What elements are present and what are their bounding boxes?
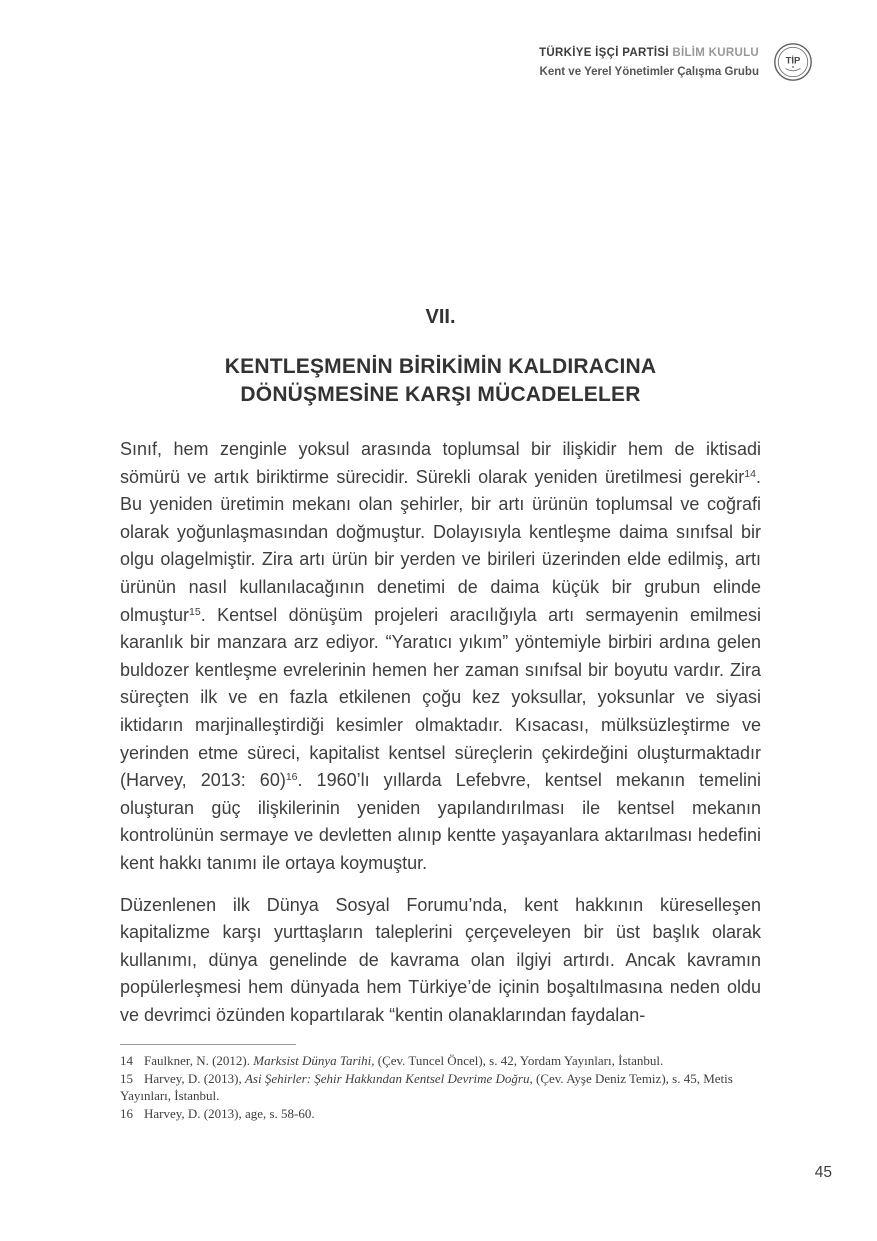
header-text-block — [539, 47, 759, 78]
footnote-divider — [120, 1044, 296, 1045]
body-paragraph-2: Düzenlenen ilk Dünya Sosyal Forumu’nda, kent hakkının küreselleşen kapitalizme karşı yurttaşların taleplerini çerçeveleyen bir üst başlık olarak kullanımı, dünya genelinde de kavrama olan ilgiyi artırdı. Ancak kavramın popülerleşmesi hem dünyada hem Türkiye’de içinin boşaltılmasına neden oldu ve devrimci özünden kopartılarak “kentin olanaklarından faydalan- — [120, 894, 761, 1025]
page-header — [539, 42, 813, 82]
body-paragraph-1: Sınıf, hem zenginle yoksul arasında toplumsal bir ilişkidir hem de iktisadi sömürü ve artık biriktirme sürecidir. Sürekli olarak yeniden üretilmesi gerekir$^{14}$. Bu yeniden üretimin mekanı olan şehirler, bir artı ürünün toplumsal ve coğrafi olarak yoğunlaşmasından doğmuştur. Dolayısıyla kentleşme daima sınıfsal bir olgu olagelmiştir. Zira artı ürün bir yerden ve birileri üzerinden elde edilmiş, artı ürünün nasıl kullanılacağının denetimi de daima küçük bir grubun elinde olmuştur$^{15}$. Kentsel dönüşüm projeleri aracılığıyla artı sermayenin emilmesi karanlık bir manzara arz ediyor. “Yaratıcı yıkım” yöntemiyle birbiri ardına gelen buldozer kentleşme evrelerinin hemen her zaman sınıfsal bir boyutu vardır. Zira süreçten ilk ve en fazla etkilenen çoğu kez yoksullar, yoksunlar ve siyasi iktidarın marjinalleştirdiği kesimler olmaktadır. Kısacası, mülksüzleştirme ve yerinden etme süreci, kapitalist kentsel süreçlerin çekirdeğini oluşturmaktadır (Harvey, 2013: 60)$^{16}$. 1960’lı yıllarda Lefebvre, kentsel mekanın temelini oluşturan güç ilişkilerinin yeniden yapılandırılması ile kentsel mekanın kontrolünün sermaye ve devletten alınıp kentte yaşayanlara aktarılması hedefini kent hakkı tanımı ile ortaya koymuştur. — [120, 439, 761, 873]
footnote-text: Harvey, D. (2013), age, s. 58-60. — [144, 1105, 315, 1121]
tip-logo-svg — [773, 42, 813, 82]
section-title — [120, 353, 761, 409]
footnote-text: Faulkner, N. (2012). Marksist Dünya Tarihi, (Çev. Tuncel Öncel), s. 42, Yordam Yayınları, İstanbul. — [144, 1053, 664, 1068]
footnote-14 — [120, 1052, 761, 1070]
section-title-line1: KENTLEŞMENİN BİRİKİMİN KALDIRACINA — [224, 355, 657, 378]
org-unit-label: BİLİM KURULU — [668, 46, 759, 59]
page-number: 45 — [814, 1164, 832, 1181]
org-name-label: TÜRKİYE İŞÇİ PARTİSİ — [539, 46, 669, 59]
tip-logo-icon — [773, 42, 813, 82]
footnote-text: Harvey, D. (2013), Asi Şehirler: Şehir Hakkından Kentsel Devrime Doğru, (Çev. Ayşe Deniz Temiz), s. 45, Metis Yayınları, İstanbul. — [120, 1070, 733, 1103]
footnote-15 — [120, 1070, 761, 1105]
footnote-16 — [120, 1105, 761, 1123]
tip-logo-text: TİP — [785, 55, 801, 67]
section-number: VII. — [425, 306, 456, 328]
section-title-line2: DÖNÜŞMESİNE KARŞI MÜCADELELER — [240, 383, 641, 406]
footnotes-section — [120, 1044, 761, 1122]
footnote-number: 15 — [120, 1070, 133, 1086]
footnote-number: 14 — [120, 1053, 133, 1068]
footnote-number: 16 — [120, 1105, 133, 1121]
workgroup-label: Kent ve Yerel Yönetimler Çalışma Grubu — [539, 65, 759, 78]
header-org-line — [539, 47, 759, 59]
